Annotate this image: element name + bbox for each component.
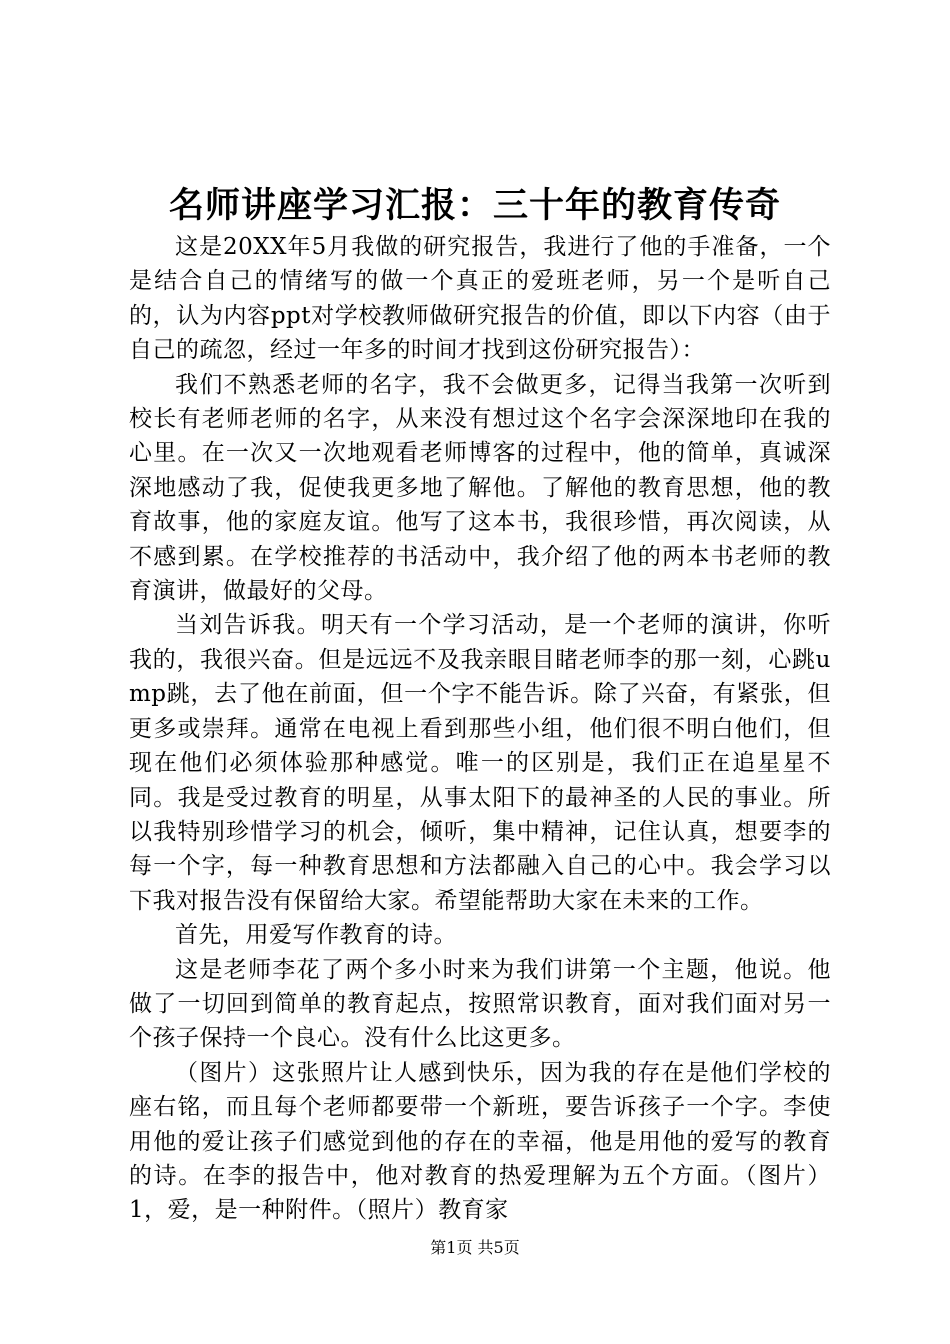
page-number-footer: 第1页 共5页 [430, 1238, 520, 1257]
paragraph-6: （图片）这张照片让人感到快乐，因为我的存在是他们学校的座右铭，而且每个老师都要带一个新班，要告诉孩子一个字。李使用他的爱让孩子们感觉到他的存在的幸福，他是用他的爱写的教育的诗。在李的报告中，他对教育的热爱理解为五个方面。（图片）1，爱，是一种附件。（照片）教育家 [129, 1059, 831, 1224]
paragraph-1: 这是20XX年5月我做的研究报告，我进行了他的手准备，一个是结合自己的情绪写的做一个真正的爱班老师，另一个是听自己的，认为内容ppt对学校教师做研究报告的价值，即以下内容（由于自己的疏忽，经过一年多的时间才找到这份研究报告）： [129, 234, 831, 364]
paragraph-4: 首先，用爱写作教育的诗。 [175, 922, 457, 949]
paragraph-5: 这是老师李花了两个多小时来为我们讲第一个主题，他说。他做了一切回到简单的教育起点，按照常识教育，面对我们面对另一个孩子保持一个良心。没有什么比这更多。 [129, 956, 831, 1052]
paragraph-2: 我们不熟悉老师的名字，我不会做更多，记得当我第一次听到校长有老师老师的名字，从来没有想过这个名字会深深地印在我的心里。在一次又一次地观看老师博客的过程中，他的简单，真诚深深地感动了我，促使我更多地了解他。了解他的教育思想，他的教育故事，他的家庭友谊。他写了这本书，我很珍惜，再次阅读，从不感到累。在学校推荐的书活动中，我介绍了他的两本书老师的教育演讲，做最好的父母。 [129, 371, 831, 605]
document-title: 名师讲座学习汇报：三十年的教育传奇 [168, 185, 781, 226]
document-body [129, 230, 831, 1228]
paragraph-3: 当刘告诉我。明天有一个学习活动，是一个老师的演讲，你听我的，我很兴奋。但是远远不及我亲眼目睹老师李的那一刻，心跳ump跳，去了他在前面，但一个字不能告诉。除了兴奋，有紧张，但更多或崇拜。通常在电视上看到那些小组，他们很不明白他们，但现在他们必须体验那种感觉。唯一的区别是，我们正在追星星不同。我是受过教育的明星，从事太阳下的最神圣的人民的事业。所以我特别珍惜学习的机会，倾听，集中精神，记住认真，想要李的每一个字，每一种教育思想和方法都融入自己的心中。我会学习以下我对报告没有保留给大家。希望能帮助大家在未来的工作。 [129, 612, 831, 914]
